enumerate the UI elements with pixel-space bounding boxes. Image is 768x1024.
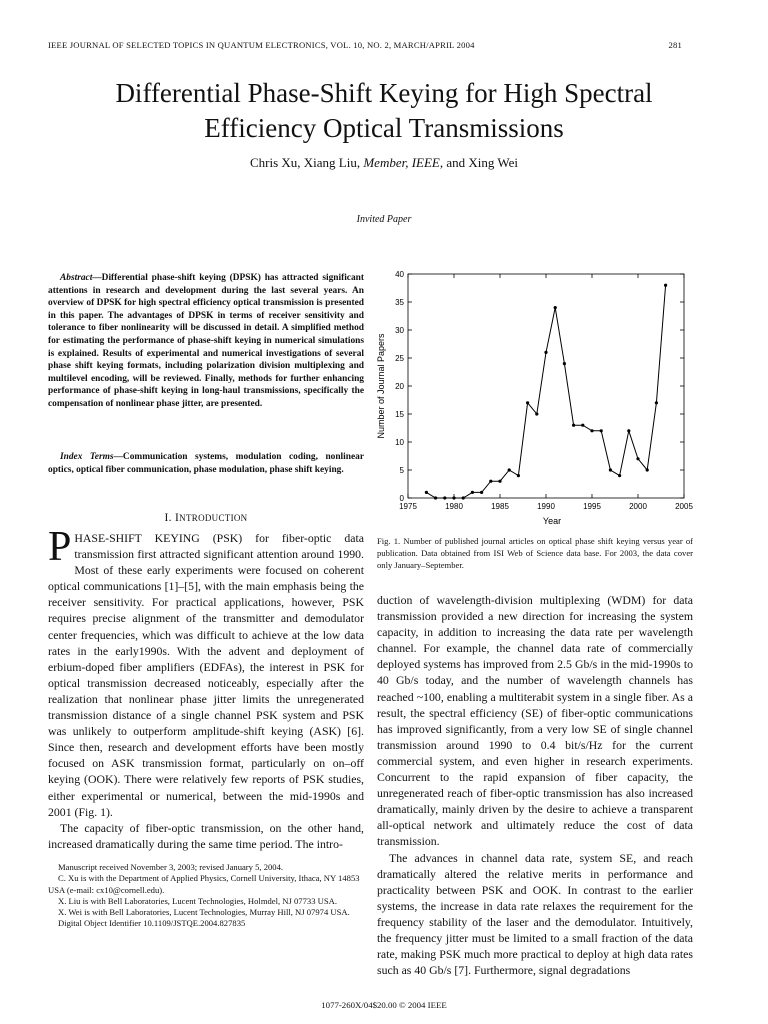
copyright-footer: 1077-260X/04$20.00 © 2004 IEEE: [321, 1000, 447, 1010]
data-point: [544, 351, 547, 354]
x-tick-label: 1980: [445, 502, 463, 511]
data-point: [655, 401, 658, 404]
intro-paragraph-2: The capacity of fiber-optic transmission, on the other hand, increased dramatically during the same time period. The intro-: [48, 820, 364, 851]
section-title-rest: NTRODUCTION: [179, 513, 248, 523]
figure-caption: Fig. 1. Number of published journal articles on optical phase shift keying versus year of publication. Data obtained from ISI Web of Science data base. For 2003, the data cover only January–September.: [377, 536, 693, 570]
intro-paragraph-1-text: HASE-SHIFT KEYING (PSK) for fiber-optic data transmission first attracted significant attention around 1990. Most of these early experiments were focused on coherent optical communications [1]–[5], with the main emphasis being the receiver sensitivity. For practical applications, however, PSK requires precise alignment of the transmitter and demodulator center frequencies, which was difficult to achieve at the low data rates in the early1990s. With the advent and deployment of erbium-doped fiber amplifiers (EDFAs), the interest in PSK for optical transmission decreased noticeably, especially after the realization that nonlinear phase jitter limits the unregenerated transmission distance of a single channel PSK system and PSK was unlikely to outperform amplitude-shift keying (ASK) [6]. Since then, research and development efforts have been mostly focused on ASK transmission format, particularly on on–off keying (OOK). There were relatively few reports of PSK studies, either experimental or numerical, between the mid-1990s and 2001 (Fig. 1).: [48, 531, 364, 819]
x-tick-label: 2005: [675, 502, 693, 511]
data-point: [609, 468, 612, 471]
invited-paper-label: Invited Paper: [356, 214, 412, 225]
figure-1-chart: [372, 268, 702, 528]
paper-title: [40, 76, 728, 146]
author-list: [40, 155, 728, 171]
data-point: [452, 496, 455, 499]
y-tick-label: 20: [395, 382, 404, 391]
right-paragraph-2: The advances in channel data rate, system SE, and reach dramatically altered the relative merits in performance and practicality between PSK and OOK. In contrast to the earlier systems, the increase in data rate relaxes the requirement for the frequency stability of the laser and the demodulator. Intuitively, the frequency jitter must be limited to a small fraction of the data rate, making PSK much more practical to deploy at high data rates such as 40 Gb/s [7]. Furthermore, signal degradations: [377, 850, 693, 978]
data-point: [664, 284, 667, 287]
footnote-author-xu: C. Xu is with the Department of Applied Physics, Cornell University, Ithaca, NY 14853 USA (e-mail: cx10@cornell.edu).: [48, 873, 360, 895]
intro-paragraph-1: [48, 524, 364, 820]
index-terms: [48, 451, 364, 476]
abstract-label: Abstract: [60, 273, 93, 283]
data-point: [572, 424, 575, 427]
authors-membership: Member, IEEE,: [363, 155, 444, 170]
x-tick-label: 2000: [629, 502, 647, 511]
x-tick-label: 1985: [491, 502, 509, 511]
section-heading-introduction: [48, 512, 364, 524]
x-tick-label: 1990: [537, 502, 555, 511]
y-tick-label: 15: [395, 410, 404, 419]
x-tick-label: 1975: [399, 502, 417, 511]
journal-name: IEEE JOURNAL OF SELECTED TOPICS IN QUANTUM ELECTRONICS, VOL. 10, NO. 2, MARCH/APRIL 2004: [48, 40, 475, 50]
data-point: [526, 401, 529, 404]
section-number: I.: [164, 512, 172, 524]
title-line-1: Differential Phase-Shift Keying for High Spectral: [115, 78, 653, 108]
data-point: [425, 491, 428, 494]
section-initial: I: [175, 512, 180, 524]
title-line-2: Efficiency Optical Transmissions: [204, 113, 564, 143]
footnotes: [48, 862, 364, 930]
y-tick-label: 30: [395, 326, 404, 335]
y-tick-label: 25: [395, 354, 404, 363]
abstract-text: —Differential phase-shift keying (DPSK) has attracted significant attentions in research and development during the last several years. An overview of DPSK for high spectral efficiency optical transmission is presented in this paper. The advantages of DPSK in terms of receiver sensitivity and tolerance to fiber nonlinearity will be discussed in detail. A simplified method for estimating the performance of phase-shift keying in numerical simulations is explained. Results of experimental and numerical investigations of several phase shift keying formats, including polarization division multiplexing and multilevel encoding, will be reviewed. Finally, methods for further enhancing performance of phase-shift keying in long-haul transmissions, specifically the compensation of nonlinear phase jitter, are presented.: [48, 273, 364, 409]
authors-names: Chris Xu, Xiang Liu,: [249, 155, 361, 170]
data-point: [646, 468, 649, 471]
x-axis-label: Year: [542, 516, 562, 526]
data-point: [636, 457, 639, 460]
footnote-author-liu: X. Liu is with Bell Laboratories, Lucent Technologies, Holmdel, NJ 07733 USA.: [58, 895, 337, 906]
data-point: [489, 480, 492, 483]
y-tick-label: 5: [399, 466, 404, 475]
data-point: [535, 412, 538, 415]
data-point: [480, 491, 483, 494]
data-point: [581, 424, 584, 427]
series-line: [426, 285, 665, 498]
abstract: [48, 272, 364, 411]
y-tick-label: 0: [399, 494, 404, 503]
data-point: [563, 362, 566, 365]
authors-last: and Xing Wei: [446, 155, 519, 170]
chart-axes: [395, 270, 693, 511]
y-tick-label: 40: [395, 270, 404, 279]
right-paragraph-1: duction of wavelength-division multiplexing (WDM) for data transmission provided a new direction for increasing the system capacity, in addition to increasing the data rate per wavelength channel. For example, the channel data rate of commercially deployed systems has improved from 2.5 Gb/s in the mid-1990s to 40 Gb/s today, and the number of wavelength channels has reached ~100, enabling a multiterabit system in a single fiber. As a result, the spectral efficiency (SE) of fiber-optic communications has improved significantly, from a very low SE of single channel transmission around 1990 to 0.4 bit/s/Hz for the current commercial system, and even higher in research experiments. Concurrent to the rapid expansion of fiber capacity, the unregenerated reach of fiber-optic transmission has also increased dramatically, mainly driven by the desire to achieve a transparent all-optical network and ultimately reduce the cost of data transmission.: [377, 593, 693, 849]
chart-marks: [425, 284, 667, 500]
x-tick-label: 1995: [583, 502, 601, 511]
page-number: 281: [668, 40, 682, 50]
data-point: [627, 429, 630, 432]
data-point: [462, 496, 465, 499]
running-header: [48, 40, 682, 50]
data-point: [434, 496, 437, 499]
data-point: [498, 480, 501, 483]
index-terms-label: Index Terms: [60, 452, 114, 462]
footnote-author-wei: X. Wei is with Bell Laboratories, Lucent Technologies, Murray Hill, NJ 07974 USA.: [58, 907, 350, 918]
drop-cap: P: [48, 524, 72, 570]
data-point: [618, 474, 621, 477]
data-point: [600, 429, 603, 432]
data-point: [590, 429, 593, 432]
data-point: [471, 491, 474, 494]
y-tick-label: 35: [395, 298, 404, 307]
footnote-doi: Digital Object Identifier 10.1109/JSTQE.2004.827835: [58, 918, 246, 929]
right-column-text: [377, 592, 693, 978]
data-point: [517, 474, 520, 477]
data-point: [554, 306, 557, 309]
data-point: [508, 468, 511, 471]
chart-svg: [372, 268, 702, 528]
y-tick-label: 10: [395, 438, 404, 447]
introduction-text: [48, 524, 364, 852]
footnote-manuscript: Manuscript received November 3, 2003; revised January 5, 2004.: [58, 862, 284, 872]
y-axis-label: Number of Journal Papers: [376, 333, 386, 439]
index-terms-text: —Communication systems, modulation coding, nonlinear optics, optical fiber communication, phase modulation, phase shift keying.: [48, 452, 364, 475]
data-point: [443, 496, 446, 499]
